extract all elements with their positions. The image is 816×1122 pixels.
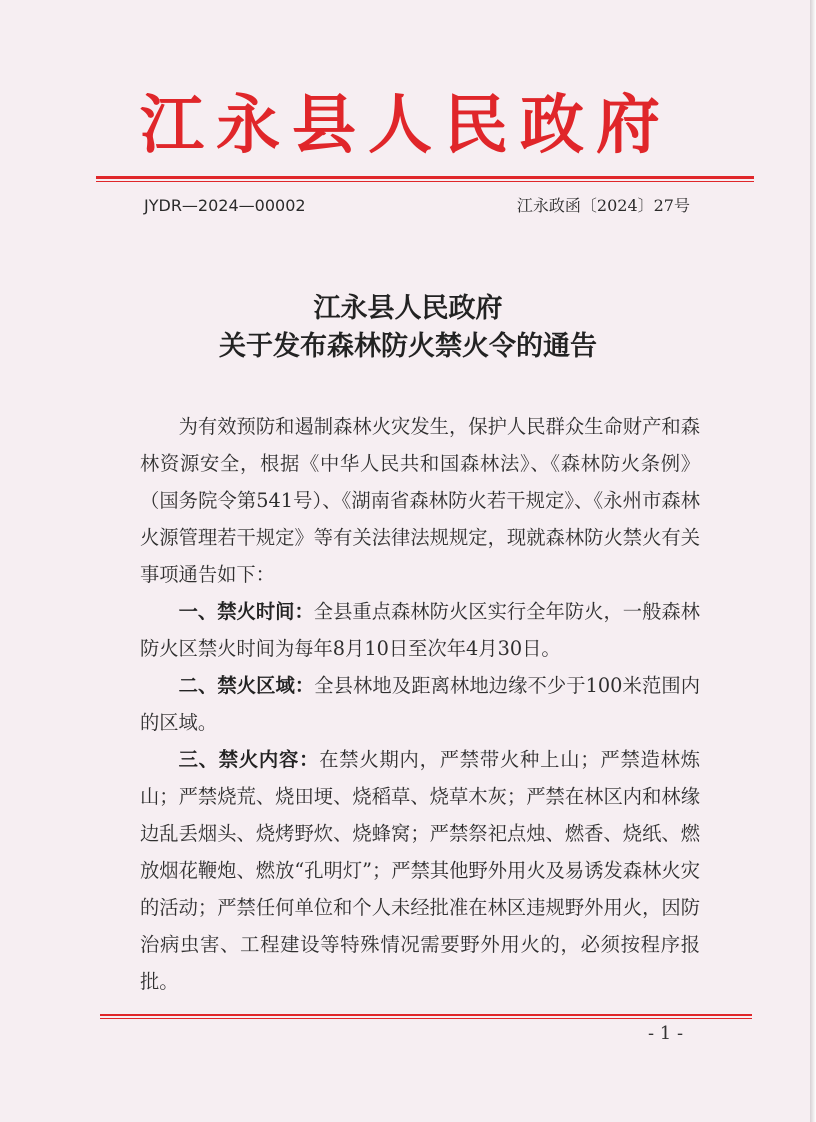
intro-paragraph: 为有效预防和遏制森林火灾发生，保护人民群众生命财产和森林资源安全，根据《中华人民共和国森林法》、《森林防火条例》（国务院令第541号）、《湖南省森林防火若干规定》、《永州市森林火源管理若干规定》等有关法律法规规定，现就森林防火禁火有关事项通告如下： — [140, 415, 700, 586]
item-text-3: 在禁火期内，严禁带火种上山；严禁造林炼山；严禁烧荒、烧田埂、烧稻草、烧草木灰；严禁在林区内和林缘边乱丢烟头、烧烤野炊、烧蜂窝；严禁祭祀点烛、燃香、烧纸、燃放烟花鞭炮、燃放“孔明灯”；严禁其他野外用火及易诱发森林火灾的活动；严禁任何单位和个人未经批准在林区违规野外用火，因防治病虫害、工程建设等特殊情况需要野外用火的，必须按程序报批。 — [140, 748, 701, 993]
header-red-rule-thin — [96, 181, 754, 182]
org-header-title: 江永县人民政府 — [140, 88, 672, 163]
footer-red-rule — [100, 1014, 752, 1016]
notice-title-line-1: 江永县人民政府 — [313, 293, 503, 324]
notice-title — [0, 290, 816, 366]
item-text-2: 全县林地及距离林地边缘不少于100米范围内的区域。 — [140, 674, 700, 734]
header-red-rule — [96, 176, 754, 179]
item-paragraph-1 — [140, 593, 700, 667]
item-paragraph-3 — [140, 741, 700, 1000]
item-paragraph-2 — [140, 667, 700, 741]
document-id: JYDR—2024—00002 — [144, 196, 306, 215]
footer-red-rule-thin — [100, 1018, 752, 1019]
notice-body — [140, 408, 700, 1000]
page-number: - 1 - — [648, 1023, 684, 1044]
item-lead-2: 二、禁火区域： — [178, 674, 315, 697]
item-text-1: 全县重点森林防火区实行全年防火，一般森林防火区禁火时间为每年8月10日至次年4月30日。 — [140, 600, 700, 660]
scan-edge — [810, 0, 816, 1122]
item-lead-1: 一、禁火时间： — [178, 600, 314, 623]
item-lead-3: 三、禁火内容： — [178, 748, 320, 771]
notice-title-line-2: 关于发布森林防火禁火令的通告 — [219, 331, 597, 362]
document-number: 江永政函〔2024〕27号 — [516, 196, 690, 215]
